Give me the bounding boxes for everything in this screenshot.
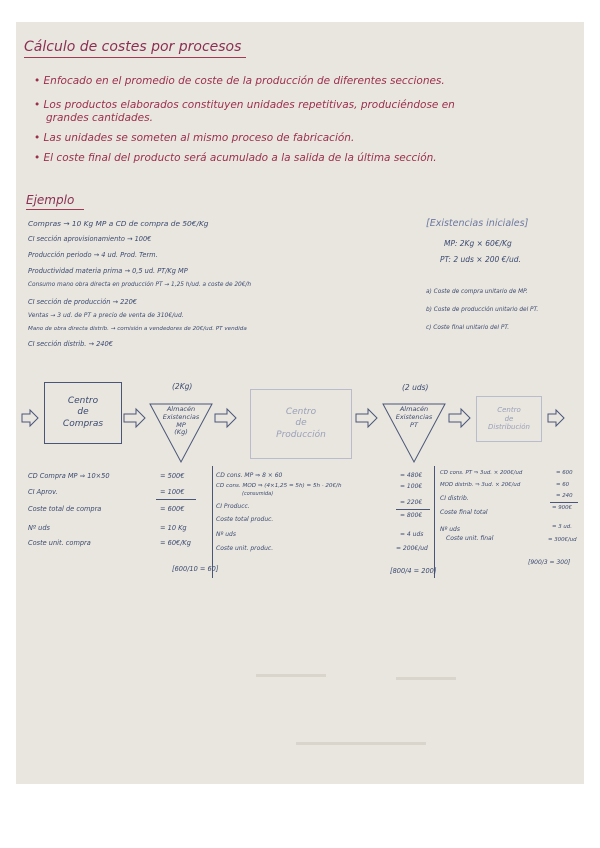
example-line: Mano de obra directa distrib. → comisión a vendedores de 20€/ud. PT vendida bbox=[28, 326, 247, 332]
calc-produccion-label: Nº uds bbox=[216, 531, 236, 538]
calc-distribucion-value: = 240 bbox=[556, 493, 573, 499]
calc-produccion-value: = 4 uds bbox=[400, 531, 424, 538]
calc-produccion-note: (consumida) bbox=[242, 491, 274, 497]
calc-produccion-label: Coste total produc. bbox=[216, 516, 274, 523]
calc-distribucion-label: Coste unit. final bbox=[446, 535, 494, 542]
example-line: CI sección de producción → 220€ bbox=[28, 298, 137, 306]
warehouse-pt-qty: (2 uds) bbox=[402, 383, 429, 392]
calc-distribucion-label: CI distrib. bbox=[440, 495, 469, 502]
question-c: c) Coste final unitario del PT. bbox=[426, 325, 510, 331]
calc-produccion-label: Coste unit. produc. bbox=[216, 545, 274, 552]
distribucion-bracket: [900/3 = 300] bbox=[528, 559, 571, 566]
existencias-heading: [Existencias iniciales] bbox=[426, 218, 529, 229]
calc-produccion-label: CI Producc. bbox=[216, 503, 250, 510]
sum-line bbox=[156, 499, 196, 500]
page-title: Cálculo de costes por procesos bbox=[24, 39, 242, 55]
calc-compras-value: = 600€ bbox=[160, 505, 185, 513]
calc-compras-label: CD Compra MP ⇒ 10×50 bbox=[28, 472, 110, 480]
example-line: Compras → 10 Kg MP a CD de compra de 50€/Kg bbox=[28, 219, 209, 228]
calc-produccion-label: CD cons. MP ⇒ 8 × 60 bbox=[216, 472, 283, 479]
bullet-1: • Enfocado en el promedio de coste de la producción de diferentes secciones. bbox=[34, 75, 445, 87]
calc-compras-label: Nº uds bbox=[28, 524, 50, 532]
calc-distribucion-value: = 600 bbox=[556, 470, 573, 476]
warehouse-mp-qty: (2Kg) bbox=[172, 382, 193, 391]
calc-compras-label: Coste unit. compra bbox=[28, 539, 91, 547]
calc-distribucion-value: = 60 bbox=[556, 482, 570, 488]
example-underline bbox=[26, 209, 84, 210]
bleed-through-mark bbox=[396, 677, 456, 680]
calc-compras-value: = 10 Kg bbox=[160, 524, 187, 532]
example-heading: Ejemplo bbox=[26, 193, 75, 207]
column-divider bbox=[434, 466, 435, 578]
sum-line bbox=[550, 502, 578, 503]
calc-distribucion-label: CD cons. PT ⇒ 3ud. × 200€/ud bbox=[440, 470, 523, 476]
calc-distribucion-value: = 900€ bbox=[552, 505, 572, 511]
sum-line bbox=[396, 509, 430, 510]
calc-compras-label: CI Aprov. bbox=[28, 488, 58, 496]
bullet-2: • Los productos elaborados constituyen unidades repetitivas, produciéndose en bbox=[34, 99, 455, 111]
example-line: Ventas → 3 ud. de PT a precio de venta de 310€/ud. bbox=[28, 312, 184, 319]
calc-distribucion-value: = 300€/ud bbox=[548, 537, 577, 543]
warehouse-mp-label: Almacén Existencias MP (Kg) bbox=[162, 405, 200, 437]
centro-distribucion-box: Centro de Distribución bbox=[476, 396, 542, 442]
column-divider bbox=[212, 466, 213, 578]
calc-produccion-value: = 480€ bbox=[400, 472, 423, 479]
bullet-4: • El coste final del producto será acumulado a la salida de la última sección. bbox=[34, 152, 437, 164]
calc-compras-label: Coste total de compra bbox=[28, 505, 102, 513]
centro-produccion-box: Centro de Producción bbox=[250, 389, 352, 459]
notebook-page bbox=[16, 22, 584, 784]
bleed-through-mark bbox=[256, 674, 326, 677]
compras-bracket: [600/10 = 60] bbox=[172, 565, 219, 573]
warehouse-pt-label: Almacén Existencias PT bbox=[395, 405, 433, 429]
bullet-3: • Las unidades se someten al mismo proceso de fabricación. bbox=[34, 132, 355, 144]
existencias-mp: MP: 2Kg × 60€/Kg bbox=[444, 239, 512, 248]
arrow-icon bbox=[22, 410, 38, 426]
calc-produccion-value: = 200€/ud bbox=[396, 545, 428, 552]
example-line: CI sección distrib. → 240€ bbox=[28, 340, 113, 348]
arrow-icon bbox=[449, 409, 470, 427]
calc-compras-value: = 100€ bbox=[160, 488, 185, 496]
bleed-through-mark bbox=[296, 742, 426, 745]
arrow-icon bbox=[215, 409, 236, 427]
calc-distribucion-label: Coste final total bbox=[440, 509, 488, 516]
centro-compras-box: Centro de Compras bbox=[44, 382, 122, 444]
calc-compras-value: = 60€/Kg bbox=[160, 539, 191, 547]
title-underline bbox=[24, 57, 246, 58]
question-a: a) Coste de compra unitario de MP. bbox=[426, 289, 528, 295]
calc-compras-value: = 500€ bbox=[160, 472, 185, 480]
calc-produccion-value: = 220€ bbox=[400, 499, 423, 506]
example-line: Consumo mano obra directa en producción PT → 1,25 h/ud. a coste de 20€/h bbox=[28, 282, 252, 288]
example-line: Productividad materia prima → 0,5 ud. PT/Kg MP bbox=[28, 267, 188, 275]
calc-produccion-value: = 800€ bbox=[400, 512, 423, 519]
arrow-icon bbox=[548, 410, 564, 426]
example-line: Producción periodo → 4 ud. Prod. Term. bbox=[28, 251, 158, 259]
calc-distribucion-value: = 3 ud. bbox=[552, 524, 572, 530]
arrow-icon bbox=[124, 409, 145, 427]
bullet-2-cont: grandes cantidades. bbox=[46, 112, 153, 124]
calc-distribucion-label: MOD distrib. ⇒ 3ud. × 20€/ud bbox=[440, 482, 521, 488]
calc-distribucion-label: Nº uds bbox=[440, 526, 460, 533]
existencias-pt: PT: 2 uds × 200 €/ud. bbox=[440, 255, 521, 264]
calc-produccion-label: CD cons. MOD ⇒ (4×1,25 = 5h) = 5h · 20€/h bbox=[216, 483, 342, 489]
produccion-bracket: [800/4 = 200] bbox=[390, 567, 437, 575]
example-line: CI sección aprovisionamiento → 100€ bbox=[28, 235, 152, 243]
arrow-icon bbox=[356, 409, 377, 427]
calc-produccion-value: = 100€ bbox=[400, 483, 423, 490]
question-b: b) Coste de producción unitario del PT. bbox=[426, 307, 539, 313]
